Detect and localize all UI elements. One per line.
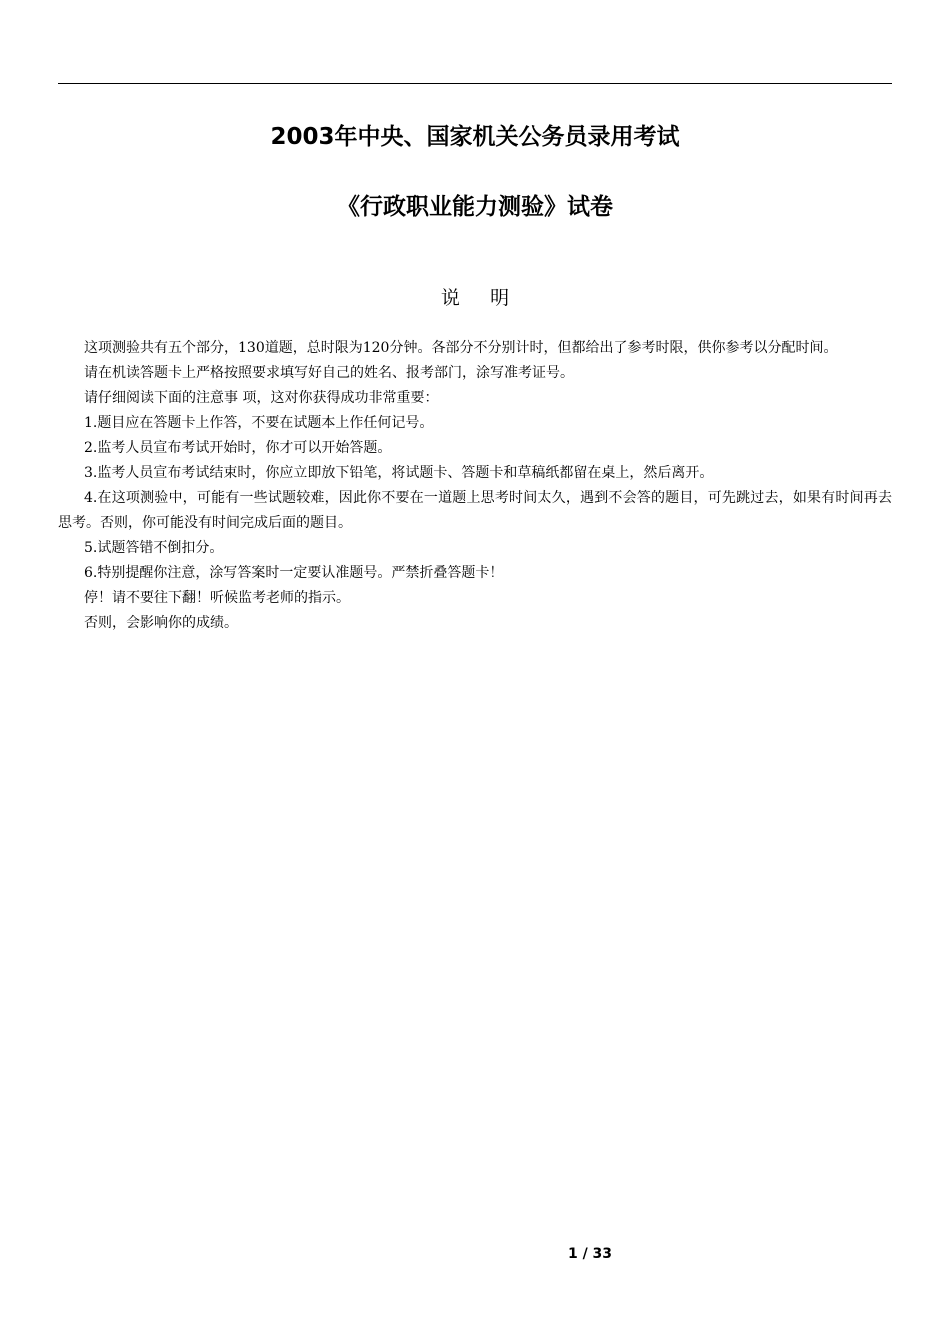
section-heading: 说 明: [440, 287, 510, 309]
document-subtitle: 《行政职业能力测验》试卷: [337, 194, 613, 220]
header-rule: [58, 83, 892, 84]
paragraph: 请仔细阅读下面的注意事 项，这对你获得成功非常重要：: [84, 390, 439, 406]
paragraph: 否则，会影响你的成绩。: [84, 615, 238, 631]
paragraph: 5.试题答错不倒扣分。: [84, 540, 224, 556]
document-title: 2003年中央、国家机关公务员录用考试: [270, 124, 680, 150]
page-number: 1 / 33: [567, 1246, 613, 1262]
paragraph: 4.在这项测验中，可能有一些试题较难，因此你不要在一道题上思考时间太久，遇到不会答的题目，可先跳过去，如果有时间再去思考。否则，你可能没有时间完成后面的题目。: [58, 490, 892, 531]
paragraph: 3.监考人员宣布考试结束时，你应立即放下铅笔，将试题卡、答题卡和草稿纸都留在桌上，然后离开。: [84, 465, 714, 481]
paragraph: 这项测验共有五个部分，130道题，总时限为120分钟。各部分不分别计时，但都给出了参考时限，供你参考以分配时间。: [84, 340, 838, 356]
instructions-body: [58, 336, 892, 636]
paragraph: 2.监考人员宣布考试开始时，你才可以开始答题。: [84, 440, 392, 456]
paragraph: 1.题目应在答题卡上作答，不要在试题本上作任何记号。: [84, 415, 434, 431]
paragraph: 请在机读答题卡上严格按照要求填写好自己的姓名、报考部门，涂写准考证号。: [84, 365, 574, 381]
paragraph: 6.特别提醒你注意，涂写答案时一定要认准题号。严禁折叠答题卡！: [84, 565, 504, 581]
paragraph: 停！请不要往下翻！听候监考老师的指示。: [84, 590, 350, 606]
